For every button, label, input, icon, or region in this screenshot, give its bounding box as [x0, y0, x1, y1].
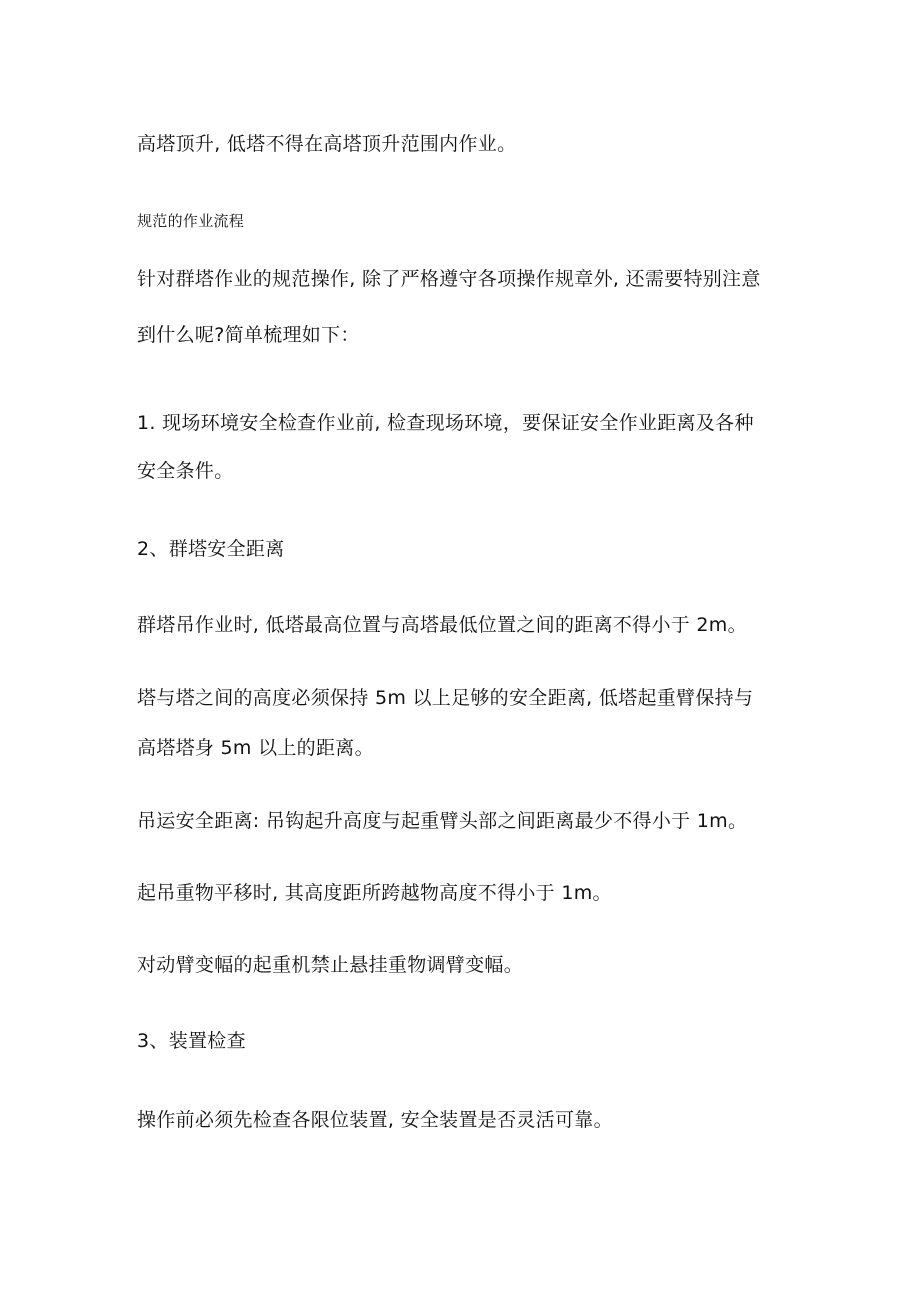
- paragraph-line: 吊运安全距离: 吊钩起升高度与起重臂头部之间距离最少不得小于 1m。: [137, 810, 748, 832]
- paragraph-line: 到什么呢?简单梳理如下：: [137, 324, 360, 346]
- paragraph-line: 安全条件。: [137, 460, 234, 482]
- paragraph-line: 操作前必须先检查各限位装置, 安全装置是否灵活可靠。: [137, 1109, 613, 1131]
- list-item-1: 1. 现场环境安全检查作业前, 检查现场环境，要保证安全作业距离及各种: [137, 412, 754, 434]
- paragraph-line: 针对群塔作业的规范操作, 除了严格遵守各项操作规章外, 还需要特别注意: [137, 268, 761, 290]
- list-item-3-heading: 3、装置检查: [137, 1030, 246, 1052]
- paragraph-line: 起吊重物平移时, 其高度距所跨越物高度不得小于 1m。: [137, 882, 612, 904]
- paragraph-line: 塔与塔之间的高度必须保持 5m 以上足够的安全距离, 低塔起重臂保持与: [137, 687, 754, 709]
- section-heading: 规范的作业流程: [137, 212, 245, 230]
- paragraph-line: 高塔顶升, 低塔不得在高塔顶升范围内作业。: [137, 133, 517, 155]
- paragraph-line: 高塔塔身 5m 以上的距离。: [137, 737, 374, 759]
- paragraph-line: 对动臂变幅的起重机禁止悬挂重物调臂变幅。: [137, 954, 524, 976]
- paragraph-line: 群塔吊作业时, 低塔最高位置与高塔最低位置之间的距离不得小于 2m。: [137, 614, 747, 636]
- list-item-2-heading: 2、群塔安全距离: [137, 538, 285, 560]
